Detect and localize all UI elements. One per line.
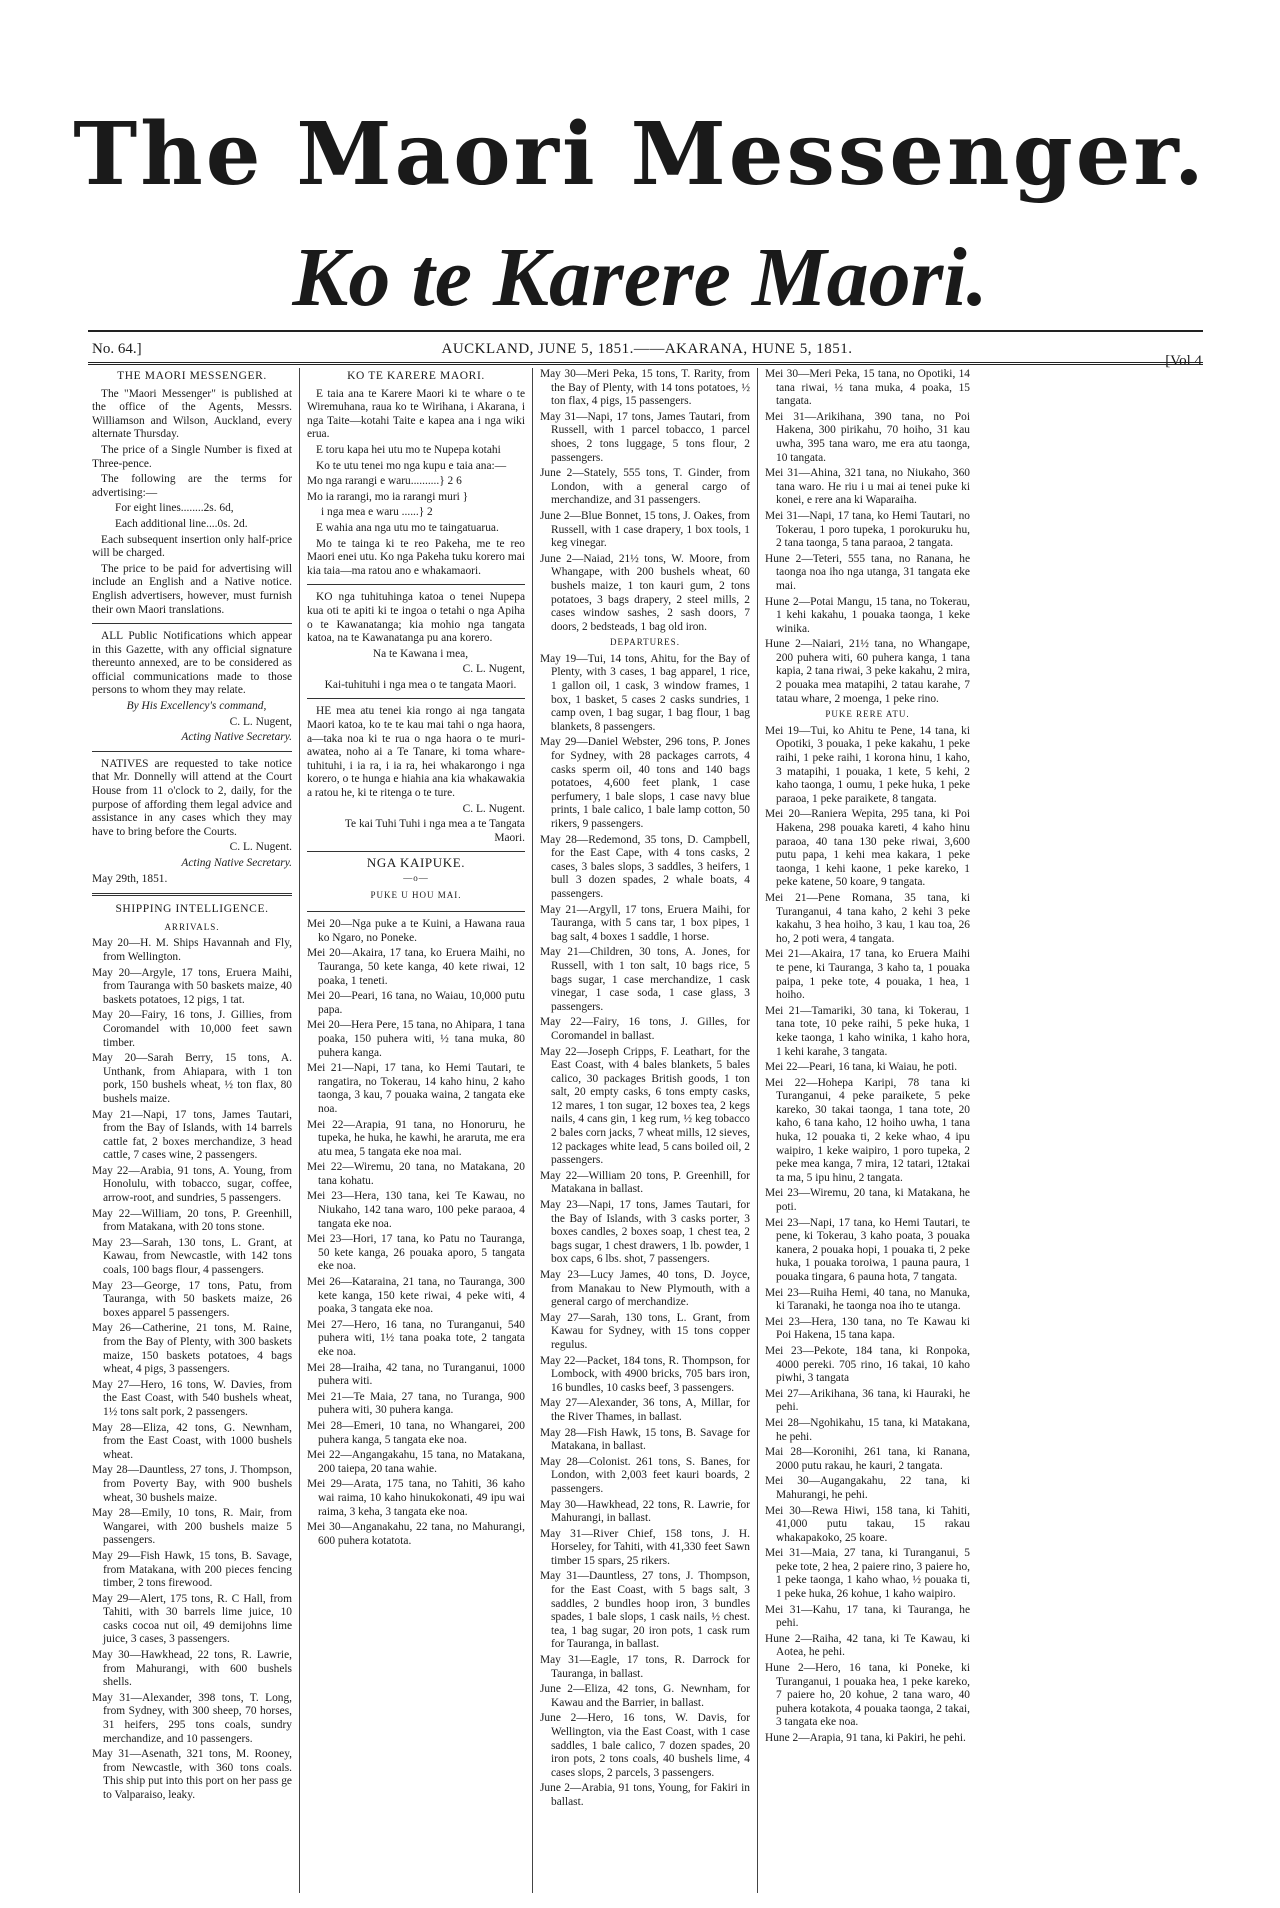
shipping-entry: May 19—Tui, 14 tons, Ahitu, for the Bay of Plenty, with 3 cases, 1 bag apparel, 1 rice, 1 gallon oil, 1 cask, 3 window frames, 1 box, 1 basket, 5 cases 2 casks sundries, 1 camp oven, 1 bag sugar, 1 bag flour, 1 bag blankets, 8 passengers. xyxy=(540,652,750,733)
shipping-entry: May 27—Hero, 16 tons, W. Davies, from the East Coast, with 540 bushels wheat, 1½ tons salt pork, 2 passengers. xyxy=(92,1378,292,1418)
shipping-entry: May 30—Hawkhead, 22 tons, R. Lawrie, from Mahurangi, with 600 bushels shells. xyxy=(92,1649,292,1689)
signature-role: Acting Native Secretary. xyxy=(181,731,292,744)
shipping-entry: May 29—Fish Hawk, 15 tons, B. Savage, from Matakana, with 200 pieces fencing timber, 2 tons firewood. xyxy=(92,1549,292,1590)
command-line: By His Excellency's command, xyxy=(126,700,267,713)
shipping-entry: Mei 31—Maia, 27 tana, ki Turanganui, 5 peke tote, 2 hea, 2 paiere rino, 3 paiere ho, 1 peke taonga, 1 kaho whao, ½ pouaka ti, 1 peke huka, 26 kohue, 1 kaho waipiro. xyxy=(765,1547,970,1601)
notice-date: May 29th, 1851. xyxy=(92,872,168,885)
separator xyxy=(307,698,525,699)
shipping-entry: May 22—Packet, 184 tons, R. Thompson, for Lombock, with 4900 bricks, 705 bars iron, 16 bundles, 10 casks beef, 3 passengers. xyxy=(540,1354,750,1394)
shipping-entry: May 21—Napi, 17 tons, James Tautari, from the Bay of Islands, with 14 barrels cattle fat, 2 boxes merchandize, 3 head cattle, 7 cases wine, 2 passengers. xyxy=(92,1108,292,1162)
shipping-entry: May 27—Sarah, 130 tons, L. Grant, from Kawau for Sydney, with 15 tons copper regulus. xyxy=(540,1311,750,1351)
shipping-entry: June 2—Arabia, 91 tons, Young, for Fakiri in ballast. xyxy=(540,1782,750,1808)
shipping-entry: Mei 23—Pekote, 184 tana, ki Ronpoka, 4000 pereki. 705 rino, 16 takai, 10 kaho piwhi, 3 tangata xyxy=(765,1344,970,1385)
shipping-entry: Mei 20—Raniera Wepita, 295 tana, ki Poi Hakena, 298 pouaka kareti, 4 kaho hinu paraoa, 40 tana 130 peke riwai, 3,600 putu papa, 1 kehi mea kakara, 1 peke taonga, 1 kehi kaone, 1 peke kareko, 1 peke katene, 50 koare, 9 tangata. xyxy=(765,808,970,889)
shipping-entry: May 28—Eliza, 42 tons, G. Newnham, from the East Coast, with 1000 bushels wheat. xyxy=(92,1421,292,1461)
shipping-entry: Mei 26—Kataraina, 21 tana, no Tauranga, 300 kete kanga, 150 kete riwai, 4 peke witi, 4 poaka, 3 tangata eke noa. xyxy=(307,1276,525,1316)
signature-role: Kai-tuhituhi i nga mea o te tangata Maori. xyxy=(324,678,517,691)
signature: C. L. Nugent. xyxy=(462,802,525,815)
shipping-entry: May 22—William 20 tons, P. Greenhill, for Matakana in ballast. xyxy=(540,1169,750,1196)
shipping-entry: May 20—Sarah Berry, 15 tons, A. Unthank, from Ahiapara, with 1 ton pork, 150 bushels wheat, ½ ton flax, 80 bushels maize. xyxy=(92,1052,292,1105)
shipping-entry: Mei 21—Napi, 17 tana, ko Hemi Tautari, te rangatira, no Tokerau, 14 kaho hinu, 2 kaho taonga, 3 kau, 7 pouaka waina, 2 tangata eke noa. xyxy=(307,1062,525,1115)
paragraph: The price of a Single Number is fixed at Three-pence. xyxy=(92,443,292,470)
shipping-entry: Mei 31—Kahu, 17 tana, ki Tauranga, he pehi. xyxy=(765,1603,970,1630)
shipping-entry: May 21—Children, 30 tons, A. Jones, for Russell, with 1 ton salt, 10 bags rice, 5 bags sugar, 1 case merchandize, 1 cask vinegar, 1 case soda, 1 case glass, 3 passengers. xyxy=(540,946,750,1013)
departures-list xyxy=(540,653,750,1810)
shipping-entry: Mei 29—Arata, 175 tana, no Tahiti, 36 kaho wai raima, 10 kaho hinukokonati, 49 ipu wai raima, 3 keha, 3 tangata eke noa. xyxy=(307,1478,525,1518)
kaipuke-list xyxy=(307,918,525,1548)
notice-paragraph: ALL Public Notifications which appear in this Gazette, with any official signature thereunto annexed, are to be considered as official communications made to those persons to whom they may relate. xyxy=(92,630,292,697)
column-divider xyxy=(532,368,533,1893)
column-english-shipping xyxy=(540,368,750,1893)
shipping-entry: Hune 2—Naiari, 21½ tana, no Whangape, 200 puhera witi, 60 puhera kanga, 1 tana kapia, 2 tana riwai, 3 peke kakahu, 2 mira, 2 pouaka mea matapihi, 2 tatau karahe, 7 tatau whare, 2 moenga, 1 peke rino. xyxy=(765,638,970,705)
rate-line: Each additional line....0s. 2d. xyxy=(115,517,248,530)
paragraph: E toru kapa hei utu mo te Nupepa kotahi xyxy=(316,443,501,456)
separator xyxy=(92,751,292,752)
shipping-entry: Mei 20—Akaira, 17 tana, ko Eruera Maihi, no Tauranga, 50 kete kanga, 40 kete riwai, 12 poaka, 1 teneti. xyxy=(307,947,525,987)
shipping-entry: May 27—Alexander, 36 tons, A, Millar, for the River Thames, in ballast. xyxy=(540,1397,750,1423)
masthead-title: The Maori Messenger. xyxy=(73,104,1207,205)
shipping-entry: Mei 28—Emeri, 10 tana, no Whangarei, 200 puhera kanga, 5 tangata eke noa. xyxy=(307,1419,525,1446)
column-heading: THE MAORI MESSENGER. xyxy=(117,370,267,382)
dateline-rule xyxy=(88,362,1203,365)
shipping-entry: Mei 28—Ngohikahu, 15 tana, ki Matakana, he pehi. xyxy=(765,1416,970,1443)
shipping-entry: May 28—Emily, 10 tons, R. Mair, from Wangarei, with 200 bushels maize 5 passengers. xyxy=(92,1507,292,1547)
shipping-entry: Mei 28—Iraiha, 42 tana, no Turanganui, 1000 puhera witi. xyxy=(307,1361,525,1388)
shipping-entry: Mei 21—Tamariki, 30 tana, ki Tokerau, 1 tana tote, 10 peke raihi, 5 peke huka, 1 keke taonga, 1 kaho winika, 1 kaho hora, 1 kehi karahe, 3 tangata. xyxy=(765,1004,970,1058)
shipping-entry: Mei 27—Hero, 16 tana, no Turanganui, 540 puhera witi, 1½ tana poaka tote, 2 tangata eke noa. xyxy=(307,1318,525,1358)
shipping-entry: May 23—George, 17 tons, Patu, from Tauranga, with 50 baskets maize, 26 boxes apparel 5 passengers. xyxy=(92,1279,292,1319)
shipping-entry: Hune 2—Potai Mangu, 15 tana, no Tokerau, 1 kehi kakahu, 1 pouaka taonga, 1 keke winika. xyxy=(765,595,970,635)
shipping-entry: Hune 2—Teteri, 555 tana, no Ranana, he taonga noa iho nga utanga, 31 tangata eke mai. xyxy=(765,552,970,592)
shipping-entry: May 31—Napi, 17 tons, James Tautari, from Russell, with 1 parcel tobacco, 1 parcel shoes, 2 tons luggage, 5 tons flour, 2 passengers. xyxy=(540,410,750,464)
shipping-entry: May 31—Asenath, 321 tons, M. Rooney, from Newcastle, with 360 tons coals. This ship put into this port on her pass ge to Valparaiso, leaky. xyxy=(92,1748,292,1801)
paragraph: E taia ana te Karere Maori ki te whare o te Wiremuhana, raua ko te Wirihana, i Akarana, i nga Taite—kotahi Taite e kapea ana i nga wiki erua. xyxy=(307,387,525,441)
shipping-entry: Mei 23—Hera, 130 tana, kei Te Kawau, no Niukaho, 142 tana waro, 100 peke paraoa, 4 tangata eke noa. xyxy=(307,1190,525,1230)
notice-paragraph: NATIVES are requested to take notice that Mr. Donnelly will attend at the Court House from 11 o'clock to 2, daily, for the purpose of affording them legal advice and assistance in any cases which they may have to bring before the Courts. xyxy=(92,757,292,838)
shipping-entry: Mei 23—Hori, 17 tana, ko Patu no Tauranga, 50 kete kanga, 26 pouaka aporo, 5 tangata eke noa. xyxy=(307,1233,525,1273)
puke-u-list-continued xyxy=(765,368,970,706)
section-heading: SHIPPING INTELLIGENCE. xyxy=(115,903,269,916)
shipping-entry: June 2—Naiad, 21½ tons, W. Moore, from Whangape, with 200 bushels wheat, 60 bushels maize, 1 ton kauri gum, 2 tons potatoes, 3 bags drapery, 2 steel mills, 2 cases window sashes, 2 sash doors, 7 doors, 2 bedsteads, 1 bag old iron. xyxy=(540,552,750,633)
arrivals-list xyxy=(92,937,292,1802)
shipping-entry: Mei 23—Hera, 130 tana, no Te Kawau ki Poi Hakena, 15 tana kapa. xyxy=(765,1315,970,1342)
shipping-entry: June 2—Hero, 16 tons, W. Davis, for Wellington, via the East Coast, with 1 case saddles, 1 bale calico, 7 dozen spades, 20 iron pots, 2 tons coals, 40 bushels lime, 4 cases slops, 2 parcels, 3 passengers. xyxy=(540,1712,750,1779)
shipping-entry: May 28—Fish Hawk, 15 tons, B. Savage for Matakana, in ballast. xyxy=(540,1426,750,1453)
column-divider xyxy=(757,368,758,1893)
notice-paragraph: KO nga tuhituhinga katoa o tenei Nupepa kua oti te apiti ki te ingoa o tetahi o nga Apiha o te Kawanatanga; kia mohio nga tangata katoa, na te Kawanatanga pu ana korero. xyxy=(307,591,525,645)
heading-ornament: —o— xyxy=(403,873,429,883)
signature: C. L. Nugent, xyxy=(462,663,525,676)
column-maori-notices xyxy=(307,368,525,1893)
issue-date: AUCKLAND, JUNE 5, 1851.——AKARANA, HUNE 5, 1851. xyxy=(441,341,853,357)
shipping-entry: Mei 30—Meri Peka, 15 tana, no Opotiki, 14 tana riwai, ½ tana muka, 4 poaka, 15 tangata. xyxy=(765,368,970,408)
shipping-entry: Mei 21—Pene Romana, 35 tana, ki Turanganui, 4 tana kaho, 2 kehi 3 peke kakahu, 3 hea hoiho, 3 kau, 1 kau toa, 26 ho, 2 poti wera, 4 tangata. xyxy=(765,891,970,945)
shipping-entry: May 20—H. M. Ships Havannah and Fly, from Wellington. xyxy=(92,937,292,963)
shipping-entry: May 28—Colonist. 261 tons, S. Banes, for London, with 2,003 feet kauri boards, 2 passengers. xyxy=(540,1455,750,1495)
rate-line: Mo nga rarangi e waru..........} 2 6 xyxy=(307,475,462,488)
shipping-entry: May 22—Arabia, 91 tons, A. Young, from Honolulu, with tobacco, sugar, coffee, arrow-root, and sundries, 5 passengers. xyxy=(92,1164,292,1205)
rate-line: Mo ia rarangi, mo ia rarangi muri } xyxy=(307,490,469,503)
shipping-entry: Mei 30—Anganakahu, 22 tana, no Mahurangi, 600 puhera kotatota. xyxy=(307,1521,525,1547)
dateline xyxy=(92,338,1202,369)
issue-number: No. 64.] xyxy=(92,341,142,357)
shipping-entry: May 29—Daniel Webster, 296 tons, P. Jones for Sydney, with 28 packages carrots, 4 casks sperm oil, 40 tons and 140 bags potatoes, 4,600 feet plank, 1 case perfumery, 1 bale slops, 1 case navy blue prints, 1 bale calico, 1 bale lamp cotton, 50 rikers, 9 passengers. xyxy=(540,736,750,830)
shipping-entry: May 23—Sarah, 130 tons, L. Grant, at Kawau, from Newcastle, with 142 tons coals, 100 bags flour, 4 passengers. xyxy=(92,1236,292,1277)
paragraph: The following are the terms for advertising:— xyxy=(92,473,292,499)
shipping-entry: Mei 22—Wiremu, 20 tana, no Matakana, 20 tana kohatu. xyxy=(307,1161,525,1187)
shipping-entry: Mei 22—Angangakahu, 15 tana, no Matakana, 200 taiepa, 20 tana wahie. xyxy=(307,1449,525,1475)
shipping-entry: May 26—Catherine, 21 tons, M. Raine, from the Bay of Plenty, with 300 baskets maize, 150 baskets potatoes, 4 bags wheat, 4 pigs, 3 passengers. xyxy=(92,1322,292,1376)
puke-rere-list xyxy=(765,725,970,1746)
separator xyxy=(92,623,292,624)
shipping-entry: May 31—Dauntless, 27 tons, J. Thompson, for the East Coast, with 5 bags salt, 3 saddles, 2 bundles hoop iron, 3 bundles spades, 1 bale slops, 1 cask nails, ½ chest. tea, 1 bag sugar, 20 iron pots, 1 cask rum for Tauranga, in ballast. xyxy=(540,1570,750,1651)
shipping-entry: May 20—Argyle, 17 tons, Eruera Maihi, from Tauranga with 50 baskets maize, 40 baskets potatoes, 12 pigs, 1 tat. xyxy=(92,966,292,1006)
paragraph: E wahia ana nga utu mo te taingatuarua. xyxy=(316,521,499,534)
shipping-entry: Hune 2—Raiha, 42 tana, ki Te Kawau, ki Aotea, he pehi. xyxy=(765,1632,970,1659)
shipping-entry: Mei 22—Hohepa Karipi, 78 tana ki Turanganui, 4 peke paraikete, 5 peke kareko, 30 takai taonga, 1 tana tote, 20 kaho, 6 tana kaho, 12 hoiho uwha, 1 tana huka, 12 pouaka ti, 2 keke whao, 4 ipu waipiro, 1 keke waipiro, 1 poro tupeka, 2 peke mea kanga, 7 mira, 12 tatari, 12takai ta ma, 5 ipu hinu, 2 tangata. xyxy=(765,1076,970,1184)
shipping-entry: Mei 30—Augangakahu, 22 tana, ki Mahurangi, he pehi. xyxy=(765,1475,970,1501)
shipping-entry: May 28—Redemond, 35 tons, D. Campbell, for the East Cape, with 4 tons casks, 2 cases, 3 bales slops, 3 saddles, 3 heifers, 1 bull 3 dozen spades, 2 whale boats, 4 passengers. xyxy=(540,833,750,900)
shipping-entry: Mei 23—Wiremu, 20 tana, ki Matakana, he poti. xyxy=(765,1187,970,1214)
shipping-entry: Mei 23—Napi, 17 tana, ko Hemi Tautari, te pene, ki Tokerau, 3 kaho poata, 3 pouaka kanera, 2 pouaka hopi, 1 pouaka ti, 2 peke huka, 1 pouaka toroiwa, 1 pauna paura, 1 pouaka tingara, 6 pauna hota, 7 tangata. xyxy=(765,1216,970,1283)
shipping-entry: May 22—William, 20 tons, P. Greenhill, from Matakana, with 20 tons stone. xyxy=(92,1207,292,1234)
column-english-notices xyxy=(92,368,292,1893)
shipping-entry: Hune 2—Arapia, 91 tana, ki Pakiri, he pehi. xyxy=(765,1732,966,1744)
shipping-entry: May 23—Napi, 17 tons, James Tautari, for the Bay of Islands, with 3 casks porter, 3 boxes candles, 2 boxes soap, 1 chest tea, 2 bags sugar, 1 chest drawers, 1 lb. powder, 1 box caps, 6 lbs. shot, 7 passengers. xyxy=(540,1199,750,1266)
shipping-entry: May 31—Alexander, 398 tons, T. Long, from Sydney, with 300 sheep, 70 horses, 31 heifers, 295 tons coals, sundry merchandize, and 10 passengers. xyxy=(92,1691,292,1745)
paragraph: Each subsequent insertion only half-price will be charged. xyxy=(92,533,292,560)
arrivals-list-continued xyxy=(540,368,750,634)
rate-line: For eight lines........2s. 6d, xyxy=(115,502,234,515)
signature-role: Te kai Tuhi Tuhi i nga mea a te Tangata Maori. xyxy=(344,818,525,844)
shipping-entry: May 30—Hawkhead, 22 tons, R. Lawrie, for Mahurangi, in ballast. xyxy=(540,1498,750,1525)
shipping-entry: Mei 21—Akaira, 17 tana, ko Eruera Maihi te pene, ki Tauranga, 3 kaho ta, 1 pouaka paipa, 1 peke tote, 4 pouaka, 1 hea, 1 hoiho. xyxy=(765,948,970,1002)
shipping-entry: May 22—Fairy, 16 tons, J. Gilles, for Coromandel in ballast. xyxy=(540,1016,750,1042)
column-divider xyxy=(299,368,300,1893)
shipping-entry: May 29—Alert, 175 tons, R. C Hall, from Tahiti, with 30 barrels lime juice, 10 casks cocoa nut oil, 49 demijohns lime juice, 3 cases, 3 passengers. xyxy=(92,1592,292,1646)
shipping-entry: Mai 28—Koronihi, 261 tana, ki Ranana, 2000 putu rakau, he kauri, 2 tangata. xyxy=(765,1446,970,1472)
paragraph: Ko te utu tenei mo nga kupu e taia ana:— xyxy=(316,459,507,472)
shipping-entry: May 30—Meri Peka, 15 tons, T. Rarity, from the Bay of Plenty, with 14 tons potatoes, ½ ton flax, 4 pigs, 15 passengers. xyxy=(540,368,750,408)
separator xyxy=(92,893,292,896)
shipping-entry: May 20—Fairy, 16 tons, J. Gillies, from Coromandel with 10,000 feet sawn timber. xyxy=(92,1009,292,1049)
signature: C. L. Nugent. xyxy=(229,841,292,854)
volume-label: [Vol 4 xyxy=(1165,353,1202,369)
paragraph: Mo te tainga ki te reo Pakeha, me te reo Maori enei utu. Ko nga Pakeha tuku korero mai kia taia—ma ratou ano e whakamaori. xyxy=(307,537,525,577)
paragraph: The "Maori Messenger" is published at the office of the Agents, Messrs. Williamson and Wilson, Auckland, every alternate Thursday. xyxy=(92,387,292,441)
subsection-heading: DEPARTURES. xyxy=(610,637,680,648)
shipping-entry: Mei 31—Ahina, 321 tana, no Niukaho, 360 tana waro. He riu i u mai ai tenei puke ki konei, e rere ana ki Waparaiha. xyxy=(765,467,970,507)
shipping-entry: Mei 20—Nga puke a te Kuini, a Hawana raua ko Ngaro, no Poneke. xyxy=(307,918,525,944)
shipping-entry: May 23—Lucy James, 40 tons, D. Joyce, from Manakau to New Plymouth, with a general cargo of merchandize. xyxy=(540,1269,750,1309)
shipping-entry: June 2—Eliza, 42 tons, G. Newnham, for Kawau and the Barrier, in ballast. xyxy=(540,1683,750,1709)
kaipuke-heading-box xyxy=(307,851,525,912)
shipping-entry: May 31—River Chief, 158 tons, J. H. Horseley, for Tahiti, with 41,330 feet Sawn timber 15 spars, 25 rikers. xyxy=(540,1527,750,1567)
subsection-heading: PUKE U HOU MAI. xyxy=(370,889,462,900)
shipping-entry: May 31—Eagle, 17 tons, R. Darrock for Tauranga, in ballast. xyxy=(540,1654,750,1680)
signature-role: Acting Native Secretary. xyxy=(181,857,292,869)
shipping-entry: Mei 20—Hera Pere, 15 tana, no Ahipara, 1 tana poaka, 150 puhera witi, ½ tana muka, 80 puhera kanga. xyxy=(307,1019,525,1059)
shipping-entry: Mei 31—Arikihana, 390 tana, no Poi Hakena, 300 pirikahu, 70 hoiho, 31 kau uwha, 395 tana waro, me era atu taonga, 10 tangata. xyxy=(765,410,970,464)
signature: C. L. Nugent, xyxy=(229,715,292,728)
masthead-rule xyxy=(88,330,1203,332)
masthead-subtitle: Ko te Karere Maori. xyxy=(292,231,988,324)
shipping-entry: Hune 2—Hero, 16 tana, ki Poneke, ki Turanganui, 1 pouaka hea, 1 peke kareko, 7 paiere ho, 20 kohue, 2 tana waro, 40 puhera kotakota, 4 pouaka taonga, 2 takai, 3 tangata eke noa. xyxy=(765,1662,970,1729)
rate-line: i nga mea e waru ......} 2 xyxy=(321,506,433,519)
column-maori-shipping xyxy=(765,368,970,1893)
separator xyxy=(307,584,525,585)
shipping-entry: Mei 23—Ruiha Hemi, 40 tana, no Manuka, ki Taranaki, he taonga noa iho te utanga. xyxy=(765,1286,970,1313)
shipping-entry: June 2—Stately, 555 tons, T. Ginder, from London, with a general cargo of merchandize, and 31 passengers. xyxy=(540,467,750,507)
section-heading: NGA KAIPUKE. xyxy=(366,855,466,871)
notice-paragraph: HE mea atu tenei kia rongo ai nga tangata Maori katoa, ko te te kau mai tahi o nga haora, a—taka noa ki te rua o nga haora o te muri-awatea, noho ai a Te Tanare, ki toma whare-tuhituhi, i ia ra, i ia ra, hei whakarongo i nga korero, o te hunga e hiahia ana kia whakawakia a ratou he, ki te ritenga o te ture. xyxy=(307,705,525,800)
command-line: Na te Kawana i mea, xyxy=(372,647,469,660)
shipping-entry: Mei 27—Arikihana, 36 tana, ki Hauraki, he pehi. xyxy=(765,1387,970,1414)
shipping-entry: May 22—Joseph Cripps, F. Leathart, for the East Coast, with 4 bales blankets, 5 bales calico, 30 packages British goods, 1 ton salt, 20 empty casks, 6 tons empty casks, 12 mares, 1 ton sugar, 12 boxes tea, 2 kegs nails, 4 cans gin, 1 keg rum, ½ keg tobacco 2 bales corn jacks, 7 wheat mills, 12 sieves, 12 packages white lead, 5 cans boiled oil, 2 passengers. xyxy=(540,1045,750,1167)
shipping-entry: Mei 20—Peari, 16 tana, no Waiau, 10,000 putu papa. xyxy=(307,990,525,1016)
shipping-entry: Mei 22—Peari, 16 tana, ki Waiau, he poti. xyxy=(765,1061,958,1074)
shipping-entry: Mei 31—Napi, 17 tana, ko Hemi Tautari, no Tokerau, 1 poro tupeka, 1 porokuruku hu, 2 tana taonga, 5 tana paraoa, 2 tangata. xyxy=(765,509,970,550)
paragraph: The price to be paid for advertising will include an English and a Native notice. English advertisers, however, must furnish their own Maori translations. xyxy=(92,562,292,616)
shipping-entry: June 2—Blue Bonnet, 15 tons, J. Oakes, from Russell, with 1 case drapery, 1 box tools, 1 keg vinegar. xyxy=(540,509,750,550)
shipping-entry: May 21—Argyll, 17 tons, Eruera Maihi, for Tauranga, with 5 cans tar, 1 box pipes, 1 bag salt, 4 boxes 1 saddle, 1 horse. xyxy=(540,903,750,943)
shipping-entry: Mei 22—Arapia, 91 tana, no Honoruru, he tupeka, he huka, he kawhi, he araruta, me era atu mea, 5 tangata eke noa mai. xyxy=(307,1118,525,1158)
subsection-heading: PUKE RERE ATU. xyxy=(825,709,910,720)
subsection-heading: ARRIVALS. xyxy=(164,921,220,932)
shipping-entry: Mei 19—Tui, ko Ahitu te Pene, 14 tana, ki Opotiki, 3 pouaka, 1 peke kakahu, 1 peke raihi, 1 peke raihi, 1 korona hinu, 1 kaho, 3 matapihi, 1 pouaka, 1 kete, 5 kehi, 2 kaho taonga, 1 oumu, 1 peke huka, 1 peke paraoa, 1 peke paraikete, 8 tangata. xyxy=(765,724,970,805)
shipping-entry: May 28—Dauntless, 27 tons, J. Thompson, from Poverty Bay, with 900 bushels wheat, 30 bushels maize. xyxy=(92,1464,292,1504)
shipping-entry: Mei 30—Rewa Hiwi, 158 tana, ki Tahiti, 41,000 putu takau, 15 rakau whakapakoko, 25 koare. xyxy=(765,1504,970,1544)
shipping-entry: Mei 21—Te Maia, 27 tana, no Turanga, 900 puhera witi, 30 puhera kanga. xyxy=(307,1390,525,1417)
column-heading: KO TE KARERE MAORI. xyxy=(347,370,485,382)
